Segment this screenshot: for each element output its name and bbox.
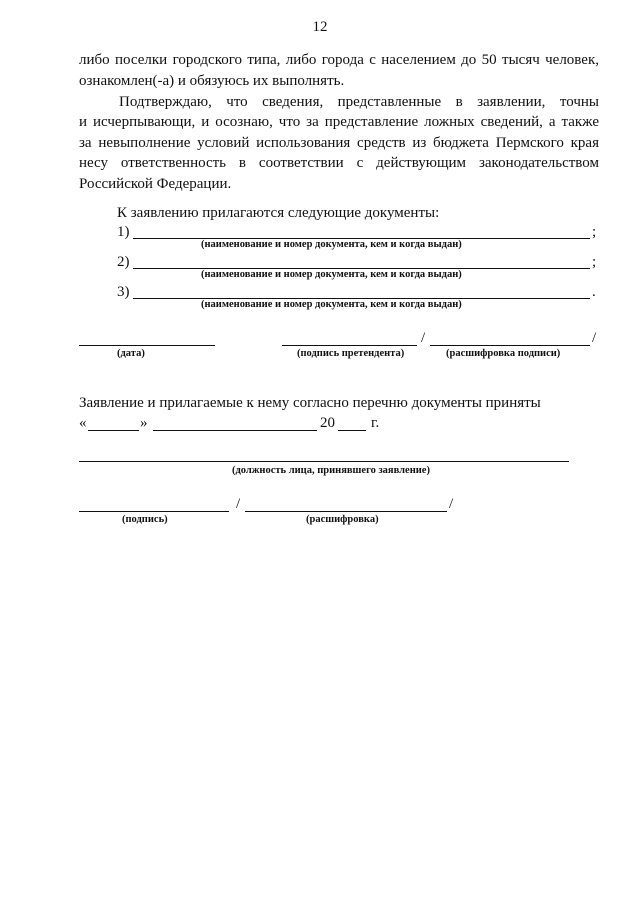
acceptance-slash-1: / — [236, 496, 241, 512]
paragraph-1-line-2: ознакомлен(-а) и обязуюсь их выполнять. — [79, 73, 345, 89]
acceptance-month-field[interactable] — [153, 430, 317, 431]
page-number: 12 — [312, 19, 328, 35]
attachment-3-end: . — [592, 284, 596, 300]
paragraph-1-line-1: либо поселки городского типа, либо города с населением до 50 тысяч человек, — [79, 52, 599, 68]
attachment-1-caption: (наименование и номер документа, кем и когда выдан) — [201, 239, 462, 250]
attachment-3-caption: (наименование и номер документа, кем и когда выдан) — [201, 299, 462, 310]
accepting-person-position-caption: (должность лица, принявшего заявление) — [232, 465, 430, 476]
paragraph-2-line-1: Подтверждаю, что сведения, представленные в заявлении, точны — [119, 94, 599, 110]
paragraph-2-line-4: несу ответственность в соответствии с действующим законодательством — [79, 155, 599, 171]
accepting-decode-field[interactable] — [245, 511, 447, 512]
attachments-heading: К заявлению прилагаются следующие документы: — [117, 205, 440, 221]
acceptance-slash-2: / — [449, 496, 454, 512]
quote-close: » — [140, 415, 148, 431]
accepting-person-position-field[interactable] — [79, 461, 569, 462]
signature-decode-caption: (расшифровка подписи) — [446, 348, 561, 359]
attachment-2-end: ; — [592, 254, 597, 270]
attachment-1-number: 1) — [117, 224, 130, 240]
acceptance-year-field[interactable] — [338, 430, 366, 431]
date-field[interactable] — [79, 345, 215, 346]
paragraph-2-line-5: Российской Федерации. — [79, 176, 232, 192]
paragraph-2-line-2: и исчерпывающи, и осознаю, что за представление ложных сведений, а также — [79, 114, 599, 130]
acceptance-day-field[interactable] — [88, 430, 139, 431]
applicant-signature-field[interactable] — [282, 345, 417, 346]
year-prefix: 20 — [320, 415, 335, 431]
signature-slash-1: / — [421, 330, 426, 346]
applicant-signature-caption: (подпись претендента) — [297, 348, 405, 359]
date-caption: (дата) — [117, 348, 145, 359]
attachment-1-end: ; — [592, 224, 597, 240]
attachment-2-number: 2) — [117, 254, 130, 270]
accepting-signature-field[interactable] — [79, 511, 229, 512]
signature-decode-field[interactable] — [430, 345, 590, 346]
paragraph-2-line-3: за невыполнение условий использования средств из бюджета Пермского края — [79, 135, 599, 151]
quote-open: « — [79, 415, 87, 431]
attachment-2-caption: (наименование и номер документа, кем и когда выдан) — [201, 269, 462, 280]
acceptance-text: Заявление и прилагаемые к нему согласно перечню документы приняты — [79, 395, 541, 411]
accepting-signature-caption: (подпись) — [122, 514, 168, 525]
attachment-3-number: 3) — [117, 284, 130, 300]
accepting-decode-caption: (расшифровка) — [306, 514, 379, 525]
year-suffix: г. — [371, 415, 380, 431]
signature-slash-2: / — [592, 330, 597, 346]
